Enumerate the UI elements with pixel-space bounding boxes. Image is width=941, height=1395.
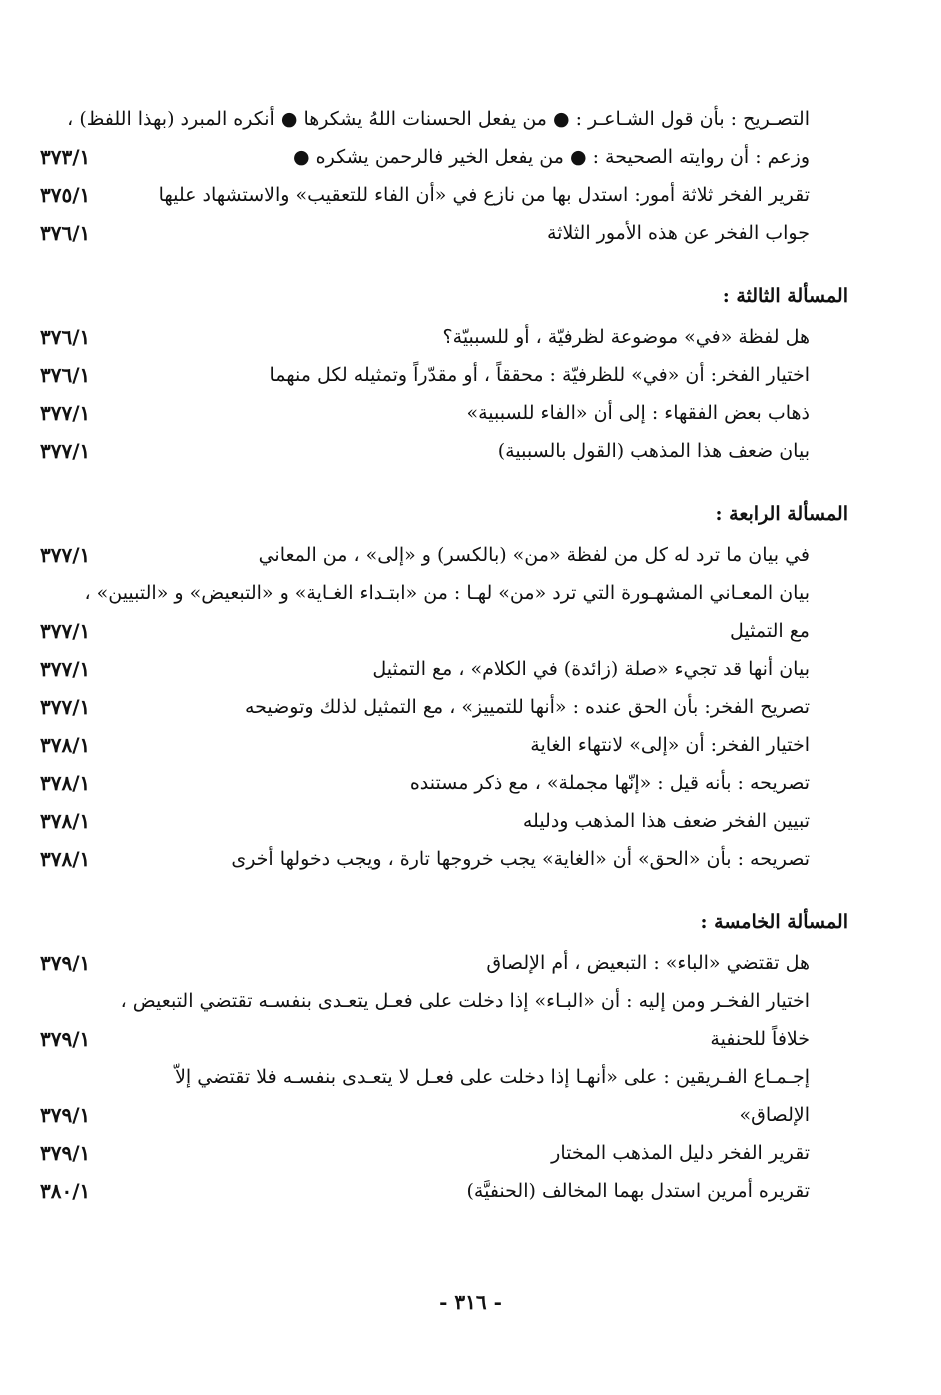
entry-text: تقرير الفخر دليل المذهب المختار: [551, 1142, 810, 1164]
entry-text: تقريره أمرين استدل بهما المخالف (الحنفيَّة): [466, 1180, 810, 1202]
index-entry: [40, 1058, 810, 1096]
entry-text: في بيان ما ترد له كل من لفظة «من» (بالكسر) و «إلى» ، من المعاني: [258, 544, 810, 566]
page-reference: ٣٧٦/١: [40, 221, 91, 245]
page-reference: ٣٧٥/١: [40, 183, 91, 207]
entry-text: ذهاب بعض الفقهاء : إلى أن «الفاء للسببية»: [466, 402, 810, 424]
index-entry: [40, 982, 810, 1020]
index-entry: [40, 802, 810, 840]
index-entry: [40, 612, 810, 650]
entry-text: اختيار الفخـر ومن إليه : أن «البـاء» إذا دخلت على فعـل يتعـدى بنفسـه تقتضي التبعيض ،: [120, 990, 810, 1012]
index-entry: [40, 356, 810, 394]
index-entry: [40, 944, 810, 982]
index-entry: [40, 138, 810, 176]
entry-text: التصـريح : بأن قول الشـاعـر : ● من يفعل الحسنات اللهُ يشكرها ● أنكره المبرد (بهذا اللفظ) ،: [67, 108, 810, 130]
page-reference: ٣٧٧/١: [40, 401, 91, 425]
page-reference: ٣٧٩/١: [40, 951, 91, 975]
entry-text: وزعم : أن روايته الصحيحة : ● من يفعل الخير فالرحمن يشكره ●: [293, 146, 810, 168]
index-entry: [40, 432, 810, 470]
index-page: [40, 100, 848, 1210]
index-entry: [40, 318, 810, 356]
index-entry: [40, 1096, 810, 1134]
page-reference: ٣٧٧/١: [40, 439, 91, 463]
section-heading: المسألة الخامسة :: [700, 911, 848, 933]
entry-text: جواب الفخر عن هذه الأمور الثلاثة: [547, 222, 810, 244]
index-entry: [40, 650, 810, 688]
section-heading: المسألة الثالثة :: [722, 285, 848, 307]
index-entry: [40, 1134, 810, 1172]
entry-text: هل تقتضي «الباء» : التبعيض ، أم الإلصاق: [486, 952, 810, 974]
index-entry: [40, 726, 810, 764]
entry-text: بيان أنها قد تجيء «صلة (زائدة) في الكلام» ، مع التمثيل: [372, 658, 810, 680]
page-reference: ٣٧٦/١: [40, 325, 91, 349]
index-entry: [40, 176, 810, 214]
index-entry: [40, 100, 810, 138]
index-entry: [40, 394, 810, 432]
index-entry: [40, 536, 810, 574]
entry-text: تصريحه : بأن «الحق» أن «الغاية» يجب خروجها تارة ، ويجب دخولها أخرى: [231, 848, 810, 870]
page-reference: ٣٧٨/١: [40, 809, 91, 833]
entry-text: بيان ضعف هذا المذهب (القول بالسببية): [497, 440, 810, 462]
index-entry: [40, 574, 810, 612]
index-entry: [40, 1020, 810, 1058]
page-reference: ٣٨٠/١: [40, 1179, 91, 1203]
page-reference: ٣٧٣/١: [40, 145, 91, 169]
page-reference: ٣٧٧/١: [40, 695, 91, 719]
index-entry: [40, 214, 810, 252]
page-reference: ٣٧٧/١: [40, 619, 91, 643]
page-reference: ٣٧٩/١: [40, 1141, 91, 1165]
index-entry: [40, 764, 810, 802]
entry-text: خلافاً للحنفية: [710, 1028, 810, 1050]
entry-text: تبيين الفخر ضعف هذا المذهب ودليله: [522, 810, 810, 832]
entry-text: اختيار الفخر: أن «في» للظرفيّة : محققاً ، أو مقدّراً وتمثيله لكل منهما: [269, 364, 810, 386]
index-entry: [40, 688, 810, 726]
entry-text: مع التمثيل: [730, 620, 810, 642]
entry-text: تقرير الفخر ثلاثة أمور: استدل بها من نازع في «أن الفاء للتعقيب» والاستشهاد عليها: [158, 184, 810, 206]
page-reference: ٣٧٩/١: [40, 1027, 91, 1051]
entry-text: الإلصاق»: [739, 1104, 810, 1126]
page-reference: ٣٧٧/١: [40, 543, 91, 567]
page-reference: ٣٧٧/١: [40, 657, 91, 681]
entry-text: هل لفظة «في» موضوعة لظرفيّة ، أو للسببيّة؟: [442, 326, 810, 348]
page-reference: ٣٧٨/١: [40, 771, 91, 795]
page-reference: ٣٧٨/١: [40, 847, 91, 871]
page-reference: ٣٧٩/١: [40, 1103, 91, 1127]
section-heading: المسألة الرابعة :: [715, 503, 848, 525]
page-reference: ٣٧٨/١: [40, 733, 91, 757]
entry-text: اختيار الفخر: أن «إلى» لانتهاء الغاية: [530, 734, 810, 756]
index-entry: [40, 1172, 810, 1210]
page-reference: ٣٧٦/١: [40, 363, 91, 387]
index-entry: [40, 840, 810, 878]
entry-text: تصريح الفخر: بأن الحق عنده : «أنها للتمييز» ، مع التمثيل لذلك وتوضيحه: [244, 696, 810, 718]
entry-text: تصريحه : بأنه قيل : «إنّها مجملة» ، مع ذكر مستنده: [409, 772, 810, 794]
page-number: - ٣١٦ -: [439, 1290, 502, 1314]
entry-text: بيان المعـاني المشهـورة التي ترد «من» لهـا : من «ابتـداء الغـاية» و «التبعيض» و «التبيين» ،: [84, 582, 810, 604]
entry-text: إجـمـاع الفـريقين : على «أنهـا إذا دخلت على فعـل لا يتعـدى بنفسـه فلا تقتضي إلاّ: [175, 1066, 810, 1088]
